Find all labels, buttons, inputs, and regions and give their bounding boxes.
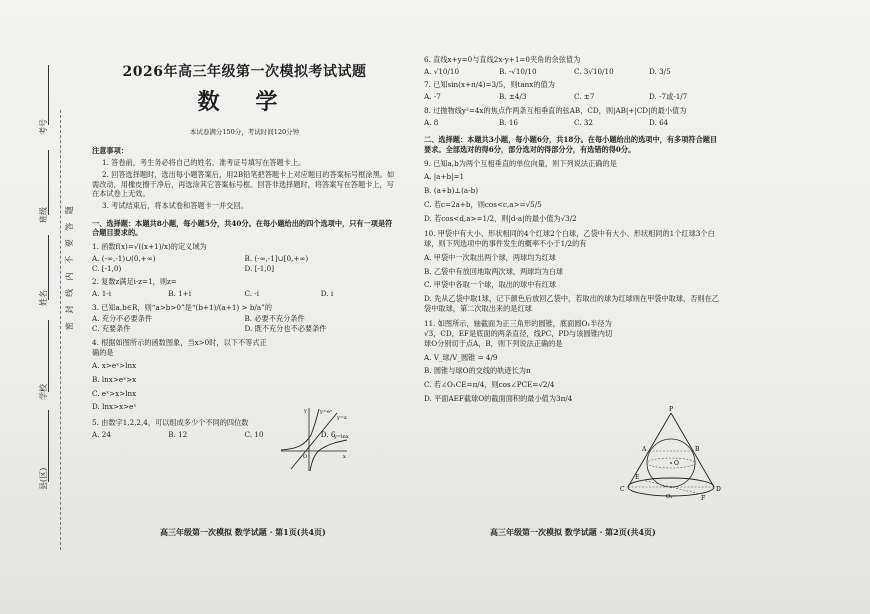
question-11-option-a: A. V_球/V_圆锥 = 4/9 [424, 352, 498, 362]
question-10-options [424, 251, 724, 316]
exam-title: 2026年高三年级第一次模拟考试试题 [122, 64, 367, 80]
question-11-stem: 11. 如图所示，轴截面为正三角形的圆锥，底面圆O₁半径为√3，CD，EF是底面的两条直径，线PC，PD与该圆锥内切球O分别切于点A，B，则下列说法正确的是 [424, 319, 613, 348]
question-4-option-b: B. lnx>eˣ>x [92, 375, 137, 384]
seal-dashed-line [60, 110, 62, 550]
question-3-options [92, 314, 397, 333]
page-1 [92, 55, 397, 444]
question-8-option-d: D. 64 [649, 117, 669, 127]
cone-label-c: C [620, 486, 625, 493]
question-10-option-d: D. 先从乙袋中取1球，记下颜色后放回乙袋中，若取出的球为红球则在甲袋中取球，否则在乙袋中取球，第二次取出来的是红球 [424, 293, 719, 313]
question-2-option-d: D. i [320, 288, 334, 298]
cone-label-a: A [642, 446, 647, 453]
line-y-equals-x [291, 413, 337, 469]
question-1-option-b: B. (-∞,-1]∪[0,+∞) [244, 253, 309, 263]
curve-exp [281, 409, 319, 450]
question-9-option-b: B. (a+b)⊥(a-b) [424, 186, 479, 196]
question-8-option-a: A. 8 [424, 117, 439, 127]
question-9-option-d: D. 若cos<d,a>=1/2，则|d-a|的最小值为√3/2 [424, 213, 577, 223]
question-11-option-d: D. 平面AEF截球O的截面面积的最小值为3π/4 [424, 393, 573, 403]
question-7-option-d: D. -7或-1/7 [649, 92, 688, 102]
base-center-dot [670, 486, 672, 488]
question-8-option-c: C. 32 [574, 117, 593, 127]
question-9-options [424, 170, 724, 225]
page-1-footer: 高三年级第一次模拟 数学试题 · 第1页(共4页) [160, 527, 326, 537]
cone-label-f: F [701, 495, 706, 501]
note-3: 3. 考试结束后，将本试卷和答题卡一并交回。 [102, 200, 248, 210]
question-10-stem: 10. 甲袋中有大小、形状相同的4个红球2个白球，乙袋中有大小、形状相同的1个红球3个白球，则下列选项中的事件发生的概率不小于1/2的有 [424, 229, 715, 249]
seal-text: 密 封 线 内 不 要 答 题 [65, 203, 74, 330]
question-4-option-d: D. lnx>x>eˣ [92, 402, 137, 412]
exam-number-line [48, 65, 49, 125]
question-1-option-d: D. [-1,0] [244, 263, 275, 273]
question-4-option-a: A. x>eˣ>lnx [92, 361, 137, 371]
cone-label-d: D [716, 486, 721, 493]
question-6-option-b: B. -√10/10 [499, 66, 537, 76]
question-10-option-b: B. 乙袋中有放回地取两次球，两球均为白球 [424, 266, 564, 276]
question-7-option-c: C. ±7 [574, 92, 595, 102]
binding-label-class: 班级 [39, 207, 48, 223]
school-line [48, 320, 49, 392]
question-11-option-b: B. 圆锥与球O的交线的轨迹长为π [424, 366, 531, 376]
question-5-option-d: D. 6 [320, 429, 336, 439]
question-3-option-c: C. 充要条件 [92, 324, 131, 334]
cone-label-e: E [635, 474, 640, 481]
question-5-option-a: A. 24 [92, 429, 111, 439]
question-8-options [424, 118, 724, 128]
question-3-option-d: D. 既不充分也不必要条件 [244, 324, 327, 334]
graph-axis-y-label: y [304, 408, 307, 414]
binding-label-county: 县(区) [39, 467, 48, 490]
question-2-stem: 2. 复数z满足i·z=1，则z= [92, 277, 177, 287]
question-4-options [92, 359, 272, 414]
question-5-option-c: C. 10 [244, 429, 264, 439]
binding-label-exam-number: 考号 [39, 119, 48, 135]
graph-label-ln: y=lnx [334, 434, 349, 440]
question-6-option-a: A. √10/10 [424, 66, 460, 76]
question-5-stem: 5. 由数字1,2,2,4，可以组成多少个不同的四位数 [92, 418, 249, 428]
graph-origin-label: O [303, 454, 308, 460]
question-3-option-a: A. 充分不必要条件 [92, 314, 153, 324]
question-3-stem: 3. 已知a,b∈R，则“a>b>0”是“(b+1)/(a+1) > b/a”的 [92, 302, 272, 312]
question-2-option-b: B. 1+i [168, 288, 191, 298]
question-7-option-a: A. -7 [424, 92, 441, 102]
sphere-center-dot [670, 462, 672, 464]
question-6-options [424, 67, 724, 77]
class-line [48, 150, 49, 215]
question-2-option-c: C. -i [244, 288, 260, 298]
question-5-option-b: B. 12 [168, 429, 188, 439]
question-10-option-c: C. 甲袋中各取一个球，取出的球中有红球 [424, 280, 557, 290]
question-1-option-c: C. [-1,0) [92, 263, 122, 273]
question-5-options [92, 430, 397, 440]
question-4-stem: 4. 根据如图所示的函数图象，当x>0时，以下不等式正确的是 [92, 337, 267, 357]
question-9-stem: 9. 已知a,b为两个互相垂直的单位向量，则下列说法正确的是 [424, 158, 617, 168]
question-11-options [424, 351, 614, 406]
notes-title: 注意事项： [92, 146, 128, 156]
question-4-block [92, 338, 272, 414]
binding-label-name: 姓名 [39, 290, 48, 306]
question-9-option-c: C. 若c=2a+b，则cos<c,a>=√5/5 [424, 199, 542, 209]
question-9-option-a: A. |a+b|=1 [424, 172, 465, 182]
graph-label-x: y=x [337, 415, 347, 421]
graph-axis-x-label: x [343, 454, 346, 460]
question-1-stem: 1. 函数f(x)=√((x+1)/x)的定义域为 [92, 242, 207, 252]
question-4-option-c: C. eˣ>x>lnx [92, 388, 137, 398]
name-line [48, 235, 49, 300]
page-2-footer: 高三年级第一次模拟 数学试题 · 第2页(共4页) [490, 527, 656, 537]
question-8-option-b: B. 16 [499, 117, 518, 127]
exam-meta: 本试卷满分150分，考试时间120分钟 [189, 127, 300, 136]
question-1-option-a: A. (-∞,-1)∪(0,+∞) [92, 253, 156, 263]
question-6-option-d: D. 3/5 [649, 66, 671, 76]
question-10-option-a: A. 甲袋中一次取出两个球，两球均为红球 [424, 252, 556, 262]
cone-label-b: B [695, 446, 700, 453]
question-11-block [424, 319, 614, 405]
question-7-option-b: B. ±4/3 [499, 92, 527, 102]
binding-margin [0, 0, 80, 614]
question-6-option-c: C. 3√10/10 [574, 66, 614, 76]
cone-figure [618, 405, 724, 501]
curve-ln [310, 440, 347, 471]
note-2: 2. 回答选择题时，选出每小题答案后，用2B铅笔把答题卡上对应题目的答案标号框涂黑。如需改动，用橡皮擦干净后，再选涂其它答案标号框。回答非选择题时，将答案写在答题卡上，写在本试卷上无效。 [92, 169, 395, 199]
section-1-heading: 一、选择题：本题共8小题，每小题5分，共40分。在每小题给出的四个选项中，只有一项是符合题目要求的。 [92, 218, 393, 238]
note-1: 1. 答卷前，考生务必将自己的姓名、准考证号填写在答题卡上。 [102, 158, 306, 168]
cone-label-o1: O₁ [666, 494, 673, 500]
question-1-options [92, 254, 397, 273]
cone-label-o: O [674, 460, 679, 467]
question-2-option-a: A. 1-i [92, 288, 112, 298]
page-2 [424, 52, 724, 409]
exam-subject: 数 学 [197, 88, 292, 115]
binding-label-school: 学校 [39, 384, 48, 400]
graph-label-ex: y=eˣ [320, 409, 333, 415]
county-line [48, 410, 49, 482]
question-2-options [92, 289, 397, 299]
question-8-stem: 8. 过抛物线y²=4x的焦点作两条互相垂直的弦AB，CD，则|AB|+|CD|的最小值为 [424, 105, 687, 115]
function-graph [279, 405, 349, 473]
question-7-stem: 7. 已知sin(x+π/4)=3/5，则tanx的值为 [424, 80, 555, 90]
section-2-heading: 二、选择题：本题共3小题，每小题6分，共18分。在每小题给出的选项中，有多项符合题目要求。全部选对的得6分，部分选对的得部分分，有选错的得0分。 [424, 135, 718, 155]
question-11-option-c: C. 若∠O₁CE=π/4，则cos∠PCE=√2/4 [424, 379, 555, 389]
question-3-option-b: B. 必要不充分条件 [244, 314, 305, 324]
cone-right-edge [671, 413, 714, 487]
cone-label-p: P [669, 406, 674, 413]
question-6-stem: 6. 直线x+y=0与直线2x-y+1=0夹角的余弦值为 [424, 55, 581, 64]
question-7-options [424, 92, 724, 102]
